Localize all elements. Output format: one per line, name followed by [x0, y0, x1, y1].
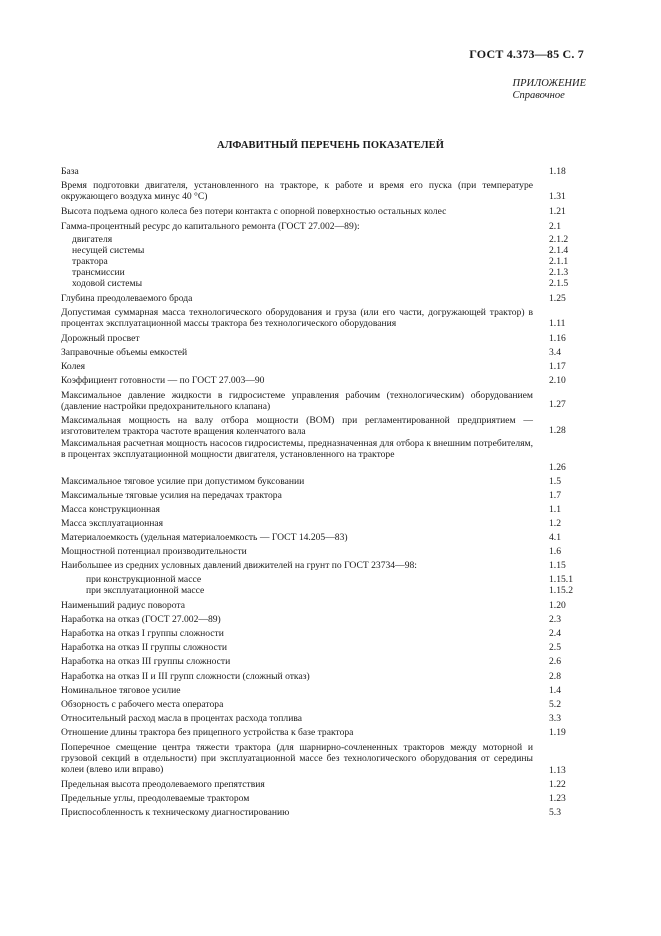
entry-number: 2.1 [549, 221, 561, 232]
entry-text: Заправочные объемы емкостей [61, 347, 188, 358]
entry-text: Материалоемкость (удельная материалоемкость — ГОСТ 14.205—83) [61, 532, 348, 543]
entry-number: 2.1.3 [549, 267, 569, 278]
entry-text: Максимальное тяговое усилие при допустимом буксовании [61, 476, 305, 487]
entry-text: трансмиссии [72, 267, 125, 278]
entry-number: 3.4 [549, 347, 561, 358]
entry-text: Максимальная расчетная мощность насосов гидросистемы, предназначенная для отбора к внешним потребителям, в процентах эксплуатационной мощности двигателя, установленного на тракторе [61, 438, 533, 460]
entry-number: 2.3 [549, 614, 561, 625]
entry-text: Максимальное давление жидкости в гидросистеме управления рабочим (технологическим) оборудованием (давление настройки предохранительного клапана) [61, 390, 533, 412]
entry-number: 1.31 [549, 191, 566, 202]
entry-number: 1.4 [549, 685, 561, 696]
entry-number: 3.3 [549, 713, 561, 724]
entry-text: Максимальная мощность на валу отбора мощности (ВОМ) при регламентированной предприятием — изготовителем трактора частоте вращения коленчатого вала [61, 415, 533, 437]
entry-text: Колея [61, 361, 86, 372]
entry-text: Масса эксплуатационная [61, 518, 164, 529]
entry-text: Максимальные тяговые усилия на передачах трактора [61, 490, 282, 501]
entry-text: Время подготовки двигателя, установленного на тракторе, к работе и время его пуска (при температуре окружающего воздуха минус 40 °С) [61, 180, 533, 202]
entry-text: двигателя [72, 234, 113, 245]
entry-number: 2.5 [549, 642, 561, 653]
entry-text: Высота подъема одного колеса без потери контакта с опорной поверхностью остальных колес [61, 206, 447, 217]
entry-text: Предельные углы, преодолеваемые трактором [61, 793, 250, 804]
appendix-type: Справочное [512, 90, 565, 101]
entry-number: 1.22 [549, 779, 566, 790]
entry-text: Гамма-процентный ресурс до капитального ремонта (ГОСТ 27.002—89): [61, 221, 360, 232]
entry-text: База [61, 166, 79, 177]
entry-number: 1.16 [549, 333, 566, 344]
document-title: АЛФАВИТНЫЙ ПЕРЕЧЕНЬ ПОКАЗАТЕЛЕЙ [216, 140, 445, 151]
entry-number: 1.27 [549, 399, 566, 410]
entry-number: 1.21 [549, 206, 566, 217]
entry-number: 5.3 [549, 807, 561, 818]
entry-text: Наработка на отказ (ГОСТ 27.002—89) [61, 614, 221, 625]
entry-text: Допустимая суммарная масса технологического оборудования и груза (или его части, догружающей трактор) в процентах эксплуатационной массы трактора без технологического оборудования [61, 307, 533, 329]
entry-number: 1.5 [549, 476, 561, 487]
entry-text: Приспособленность к техническому диагностированию [61, 807, 290, 818]
entry-number: 5.2 [549, 699, 561, 710]
entry-number: 1.13 [549, 765, 566, 776]
entry-number: 2.10 [549, 375, 566, 386]
entry-text: Дорожный просвет [61, 333, 140, 344]
entry-text: Мощностной потенциал производительности [61, 546, 247, 557]
entry-number: 1.23 [549, 793, 566, 804]
entry-text: Наибольшее из средних условных давлений движителей на грунт по ГОСТ 23734—98: [61, 560, 417, 571]
entry-text: ходовой системы [72, 278, 143, 289]
appendix-block [513, 78, 587, 102]
entry-text: Масса конструкционная [61, 504, 160, 515]
entry-number: 1.15.1 [549, 574, 573, 585]
entry-number: 1.19 [549, 727, 566, 738]
entry-text: при конструкционной массе [86, 574, 202, 585]
entry-text: при эксплуатационной массе [86, 585, 205, 596]
appendix-label: ПРИЛОЖЕНИЕ [512, 78, 586, 89]
entry-text: Наработка на отказ II группы сложности [61, 642, 228, 653]
entry-number: 1.15 [549, 560, 566, 571]
entry-text: Наименьший радиус поворота [61, 600, 185, 611]
entry-number: 1.20 [549, 600, 566, 611]
entry-text: Коэффициент готовности — по ГОСТ 27.003—90 [61, 375, 265, 386]
entry-number: 1.6 [549, 546, 561, 557]
entry-text: трактора [72, 256, 108, 267]
entry-number: 1.26 [549, 462, 566, 473]
entry-text: Глубина преодолеваемого брода [61, 293, 193, 304]
entry-number: 1.17 [549, 361, 566, 372]
entry-text: Обзорность с рабочего места оператора [61, 699, 224, 710]
entry-number: 1.28 [549, 425, 566, 436]
entry-number: 4.1 [549, 532, 561, 543]
entry-number: 2.1.5 [549, 278, 569, 289]
entry-number: 2.1.2 [549, 234, 569, 245]
entry-text: Номинальное тяговое усилие [61, 685, 181, 696]
page-header-code: ГОСТ 4.373—85 С. 7 [469, 47, 584, 61]
entry-number: 2.8 [549, 671, 561, 682]
entry-text: Относительный расход масла в процентах расхода топлива [61, 713, 302, 724]
entry-number: 1.25 [549, 293, 566, 304]
entry-number: 1.2 [549, 518, 561, 529]
entry-text: Предельная высота преодолеваемого препятствия [61, 779, 265, 790]
entry-text: несущей системы [72, 245, 145, 256]
entry-text: Поперечное смещение центра тяжести трактора (для шарнирно-сочлененных тракторов между моторной и грузовой секций в отдельности) при эксплуатационной массе без технологического оборудования от середины колеи (влево или вправо) [61, 742, 533, 775]
entry-number: 2.1.4 [549, 245, 569, 256]
entry-number: 2.6 [549, 656, 561, 667]
entry-number: 2.1.1 [549, 256, 569, 267]
entry-number: 2.4 [549, 628, 561, 639]
entry-number: 1.1 [549, 504, 561, 515]
entry-number: 1.7 [549, 490, 561, 501]
entry-text: Наработка на отказ I группы сложности [61, 628, 224, 639]
entry-number: 1.11 [549, 318, 566, 329]
entry-text: Отношение длины трактора без прицепного устройства к базе трактора [61, 727, 354, 738]
entry-text: Наработка на отказ II и III групп сложности (сложный отказ) [61, 671, 310, 682]
entry-number: 1.15.2 [549, 585, 573, 596]
entry-number: 1.18 [549, 166, 566, 177]
entry-text: Наработка на отказ III группы сложности [61, 656, 231, 667]
